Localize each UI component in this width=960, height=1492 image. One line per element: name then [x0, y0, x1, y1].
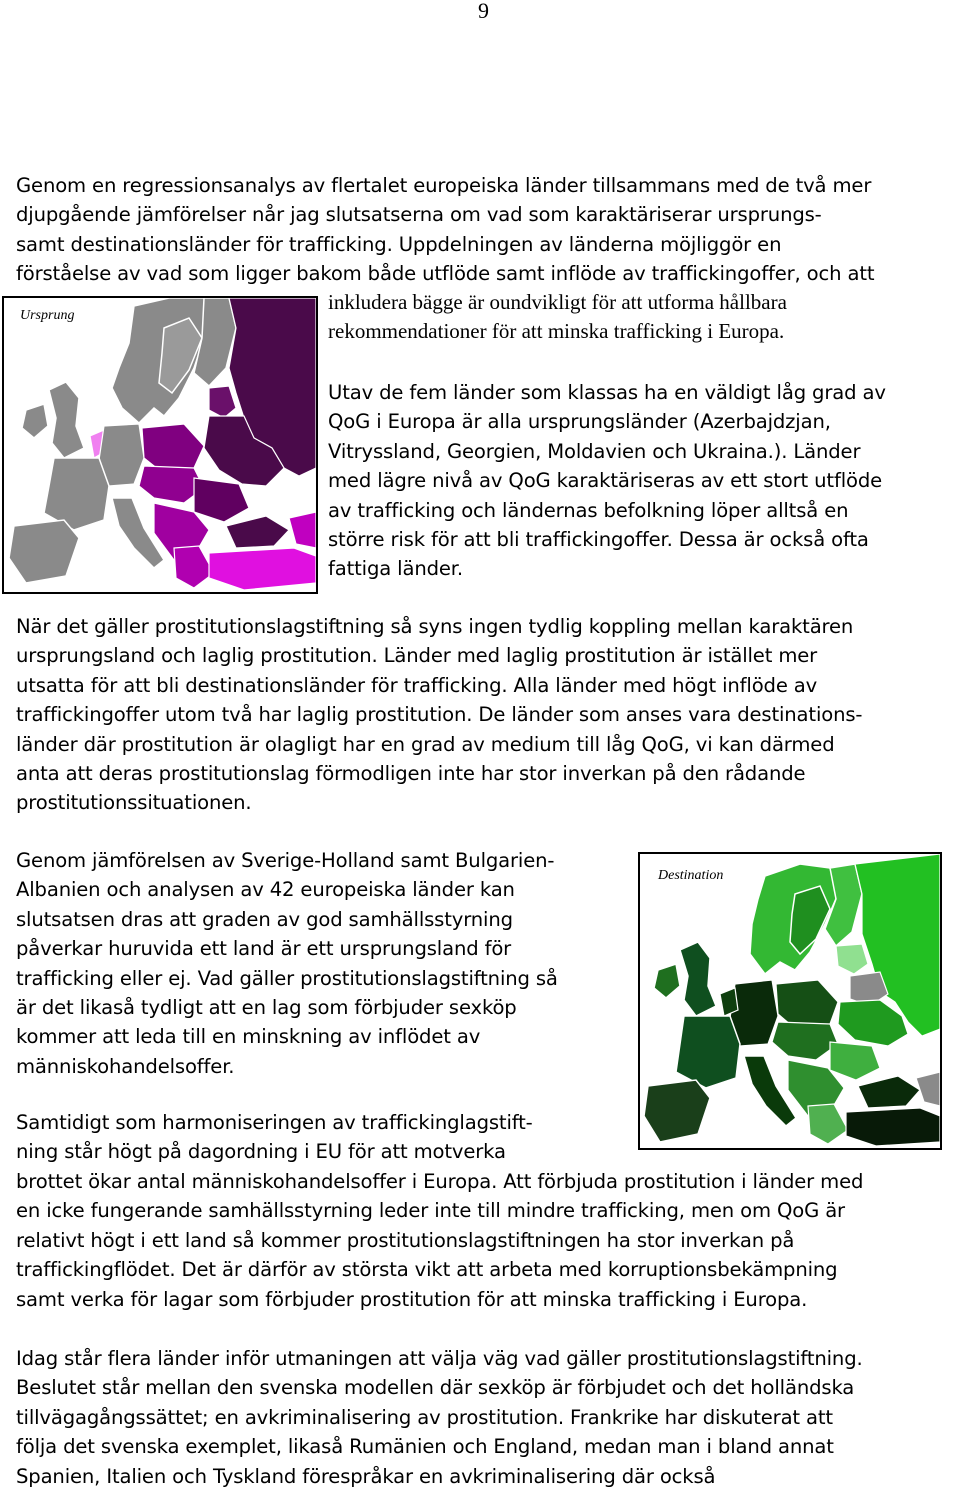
- text-line: När det gäller prostitutionslagstiftning så syns ingen tydlig koppling mellan karaktären: [16, 615, 854, 638]
- text-line: Utav de fem länder som klassas ha en väldigt låg grad av: [328, 381, 886, 404]
- text-line: traffickingflödet. Det är därför av största vikt att arbeta med korruptionsbekämpning: [16, 1258, 838, 1282]
- text-line: Albanien och analysen av 42 europeiska länder kan: [16, 878, 515, 902]
- text-line: förståelse av vad som ligger bakom både utflöde samt inflöde av traffickingoffer, och att: [16, 262, 875, 286]
- text-line: Spanien, Italien och Tyskland förespråkar en avkriminalisering där också: [16, 1464, 716, 1488]
- text-line: brottet ökar antal människohandelsoffer i Europa. Att förbjuda prostitution i länder med: [16, 1170, 864, 1193]
- text-line: anta att deras prostitutionslag förmodligen inte har stor inverkan på den rådande: [16, 762, 806, 786]
- text-line: trafficking eller ej. Vad gäller prostitutionslagstiftning så: [16, 966, 558, 990]
- text-line: fattiga länder.: [328, 557, 463, 581]
- paragraph-6: [16, 1344, 863, 1491]
- text-line: Vitryssland, Georgien, Moldavien och Ukraina.). Länder: [328, 439, 861, 463]
- text-line: människohandelsoffer.: [16, 1054, 235, 1078]
- text-line: är det likaså tydligt att en lag som förbjuder sexköp: [16, 996, 517, 1020]
- text-line: av trafficking och ländernas befolkning löper alltså en: [328, 498, 849, 522]
- paragraph-5: [16, 1108, 533, 1167]
- text-line: traffickingoffer utom två har laglig prostitution. De länder som anses vara destinations-: [16, 703, 863, 727]
- destination-map-label: Destination: [658, 868, 724, 883]
- text-line: relativt högt i ett land så kommer prostitutionslagstiftningen ha stor inverkan på: [16, 1228, 795, 1252]
- origin-map-graphic: [4, 298, 316, 592]
- paragraph-1-continued: [328, 288, 787, 347]
- paragraph-3: [16, 612, 862, 818]
- text-line: ning står högt på dagordning i EU för att motverka: [16, 1140, 506, 1164]
- text-line: Genom jämförelsen av Sverige-Holland samt Bulgarien-: [16, 849, 555, 872]
- text-line: ursprungsland och laglig prostitution. Länder med laglig prostitution är istället mer: [16, 644, 818, 668]
- text-line: Beslutet står mellan den svenska modellen där sexköp är förbjudet och det holländska: [16, 1376, 855, 1400]
- destination-map: [638, 852, 942, 1150]
- paragraph-4: [16, 846, 558, 1081]
- paragraph-2: [328, 378, 886, 584]
- text-line: utsatta för att bli destinationsländer för trafficking. Alla länder med högt inflöde av: [16, 673, 818, 697]
- text-line: slutsatsen dras att graden av god samhällsstyrning: [16, 907, 513, 931]
- text-line: större risk för att bli traffickingoffer. Dessa är också ofta: [328, 528, 869, 552]
- text-line: QoG i Europa är alla ursprungsländer (Azerbajdzjan,: [328, 410, 831, 434]
- origin-map-label: Ursprung: [20, 308, 75, 323]
- text-line: Genom en regressionsanalys av flertalet europeiska länder tillsammans med de två mer: [16, 174, 872, 197]
- text-line: påverkar huruvida ett land är ett ursprungsland för: [16, 937, 512, 961]
- text-line: samt destinationsländer för trafficking. Uppdelningen av länderna möjliggör en: [16, 232, 782, 256]
- text-line: inkludera bägge är oundvikligt för att utforma hållbara: [328, 290, 787, 314]
- text-line: följa det svenska exemplet, likaså Rumänien och England, medan man i bland annat: [16, 1435, 834, 1459]
- text-line: med lägre nivå av QoG karaktäriseras av ett stort utflöde: [328, 469, 883, 493]
- destination-map-graphic: [640, 854, 940, 1148]
- paragraph-5-continued: [16, 1167, 863, 1314]
- origin-map: [2, 296, 318, 594]
- text-line: Idag står flera länder inför utmaningen att välja väg vad gäller prostitutionslagstiftning.: [16, 1347, 863, 1370]
- text-line: tillvägagångssättet; en avkriminalisering av prostitution. Frankrike har diskuterat att: [16, 1405, 833, 1429]
- text-line: länder där prostitution är olagligt har en grad av medium till låg QoG, vi kan därmed: [16, 732, 835, 756]
- text-line: kommer att leda till en minskning av inflödet av: [16, 1025, 481, 1049]
- text-line: Samtidigt som harmoniseringen av traffickinglagstift-: [16, 1111, 533, 1134]
- page-number: 9: [478, 0, 489, 23]
- text-line: djupgående jämförelser når jag slutsatserna om vad som karaktäriserar ursprungs-: [16, 203, 822, 227]
- text-line: prostitutionssituationen.: [16, 791, 252, 815]
- text-line: rekommendationer för att minska trafficking i Europa.: [328, 319, 785, 344]
- text-line: en icke fungerande samhällsstyrning leder inte till mindre trafficking, men om QoG är: [16, 1199, 845, 1223]
- paragraph-1: [16, 171, 874, 289]
- text-line: samt verka för lagar som förbjuder prostitution för att minska trafficking i Europa.: [16, 1287, 808, 1311]
